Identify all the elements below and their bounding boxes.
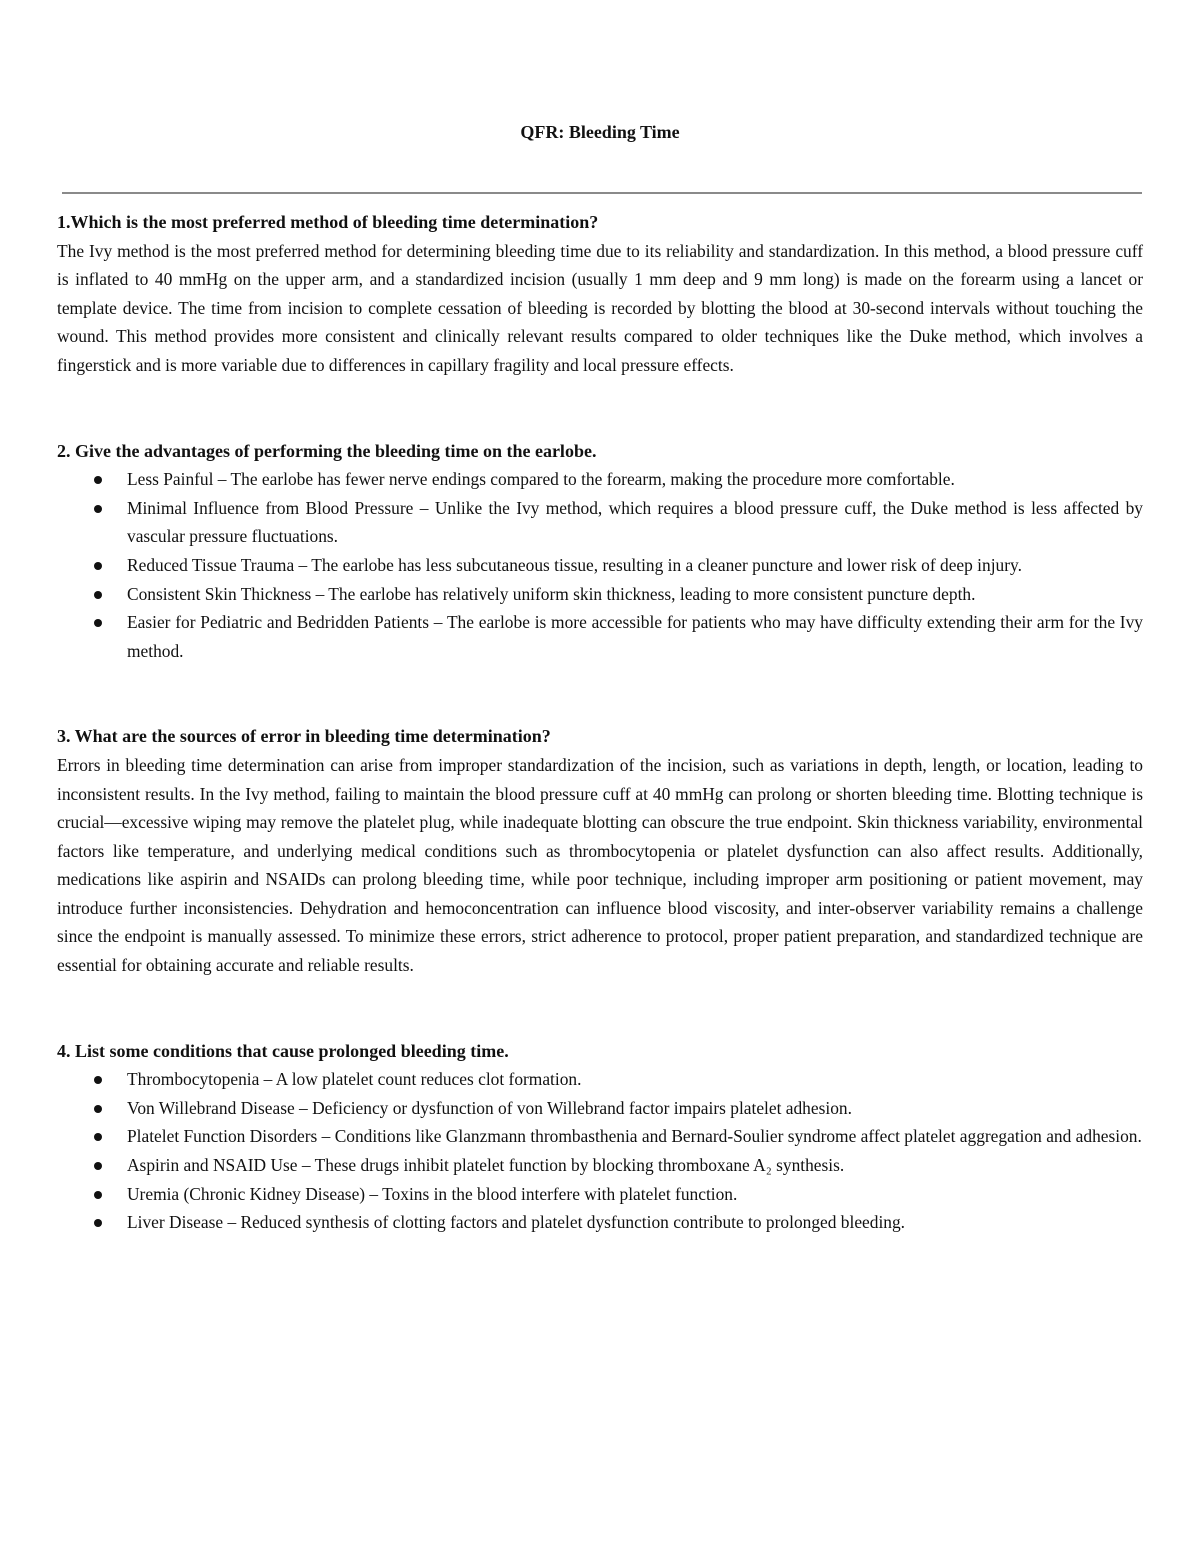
list-item-text: Von Willebrand Disease – Deficiency or dysfunction of von Willebrand factor impairs platelet adhesion. <box>127 1097 852 1118</box>
document-title: QFR: Bleeding Time <box>520 122 680 142</box>
list-item-text: Less Painful – The earlobe has fewer nerve endings compared to the forearm, making the procedure more comfortable. <box>127 469 955 490</box>
bullet-icon <box>94 505 102 513</box>
section-q4 <box>57 1037 1143 1237</box>
bullet-icon <box>94 1162 102 1170</box>
list-item <box>57 1065 1143 1094</box>
list-item <box>57 1122 1143 1151</box>
list-item-text: Aspirin and NSAID Use – These drugs inhibit platelet function by blocking thromboxane A₂ synthesis. <box>127 1155 845 1176</box>
answer-3-paragraph: Errors in bleeding time determination can arise from improper standardization of the incision, such as variations in depth, length, or location, leading to inconsistent results. In the Ivy method, failing to maintain the blood pressure cuff at 40 mmHg can prolong or shorten bleeding time. Blotting technique is crucial—excessive wiping may remove the platelet plug, while inadequate blotting can obscure the true endpoint. Skin thickness variability, environmental factors like temperature, and underlying medical conditions such as thrombocytopenia or platelet dysfunction can also affect results. Additionally, medications like aspirin and NSAIDs can prolong bleeding time, while poor technique, including improper arm positioning or patient movement, may introduce further inconsistencies. Dehydration and hemoconcentration can influence blood viscosity, and inter-observer variability remains a challenge since the endpoint is manually assessed. To minimize these errors, strict adherence to protocol, proper patient preparation, and standardized technique are essential for obtaining accurate and reliable results. <box>57 754 1143 976</box>
bullet-icon <box>94 1133 102 1141</box>
list-item-text: Easier for Pediatric and Bedridden Patients – The earlobe is more accessible for patients who may have difficulty extending their arm for the Ivy method. <box>127 612 1143 661</box>
list-item-text: Consistent Skin Thickness – The earlobe has relatively uniform skin thickness, leading to more consistent puncture depth. <box>127 583 976 604</box>
list-item <box>57 551 1143 580</box>
list-item <box>57 465 1143 494</box>
bullet-icon <box>94 591 102 599</box>
list-item-text: Minimal Influence from Blood Pressure – Unlike the Ivy method, which requires a blood pressure cuff, the Duke method is less affected by vascular pressure fluctuations. <box>127 497 1143 547</box>
section-spacer <box>57 380 1143 437</box>
section-spacer <box>57 980 1143 1037</box>
advantages-list <box>57 465 1143 665</box>
list-item-text: Uremia (Chronic Kidney Disease) – Toxins in the blood interfere with platelet function. <box>127 1183 738 1204</box>
section-q2 <box>57 437 1143 666</box>
section-q3 <box>57 722 1143 979</box>
question-4-heading: 4. List some conditions that cause prolonged bleeding time. <box>57 1040 509 1061</box>
bullet-icon <box>94 1191 102 1199</box>
list-item <box>57 494 1143 551</box>
list-item <box>57 580 1143 609</box>
list-item-text: Reduced Tissue Trauma – The earlobe has less subcutaneous tissue, resulting in a cleaner puncture and lower risk of deep injury. <box>127 554 1022 575</box>
section-spacer <box>57 665 1143 722</box>
title-divider <box>62 192 1142 194</box>
list-item <box>57 1151 1143 1180</box>
bullet-icon <box>94 1105 102 1113</box>
list-item <box>57 1094 1143 1123</box>
answer-1-paragraph: The Ivy method is the most preferred method for determining bleeding time due to its reliability and standardization. In this method, a blood pressure cuff is inflated to 40 mmHg on the upper arm, and a standardized incision (usually 1 mm deep and 9 mm long) is made on the forearm using a lancet or template device. The time from incision to complete cessation of bleeding is recorded by blotting the blood at 30-second intervals without touching the wound. This method provides more consistent and clinically relevant results compared to older techniques like the Duke method, which involves a fingerstick and is more variable due to differences in capillary fragility and local pressure effects. <box>57 240 1143 375</box>
bullet-icon <box>94 476 102 484</box>
list-item-text: Platelet Function Disorders – Conditions like Glanzmann thrombasthenia and Bernard-Soulier syndrome affect platelet aggregation and adhesion. <box>127 1126 1142 1147</box>
list-item-text: Thrombocytopenia – A low platelet count reduces clot formation. <box>127 1069 582 1090</box>
question-3-heading: 3. What are the sources of error in bleeding time determination? <box>57 726 551 747</box>
question-2-heading: 2. Give the advantages of performing the bleeding time on the earlobe. <box>57 440 597 461</box>
list-item <box>57 1180 1143 1209</box>
question-1-heading: 1.Which is the most preferred method of bleeding time determination? <box>57 212 599 232</box>
bullet-icon <box>94 1219 102 1227</box>
bullet-icon <box>94 619 102 627</box>
bullet-icon <box>94 562 102 570</box>
bullet-icon <box>94 1076 102 1084</box>
section-q1 <box>57 208 1143 380</box>
list-item-text: Liver Disease – Reduced synthesis of clotting factors and platelet dysfunction contribute to prolonged bleeding. <box>127 1212 906 1233</box>
document-page <box>57 120 1143 1237</box>
list-item <box>57 1208 1143 1237</box>
list-item <box>57 608 1143 665</box>
conditions-list <box>57 1065 1143 1237</box>
